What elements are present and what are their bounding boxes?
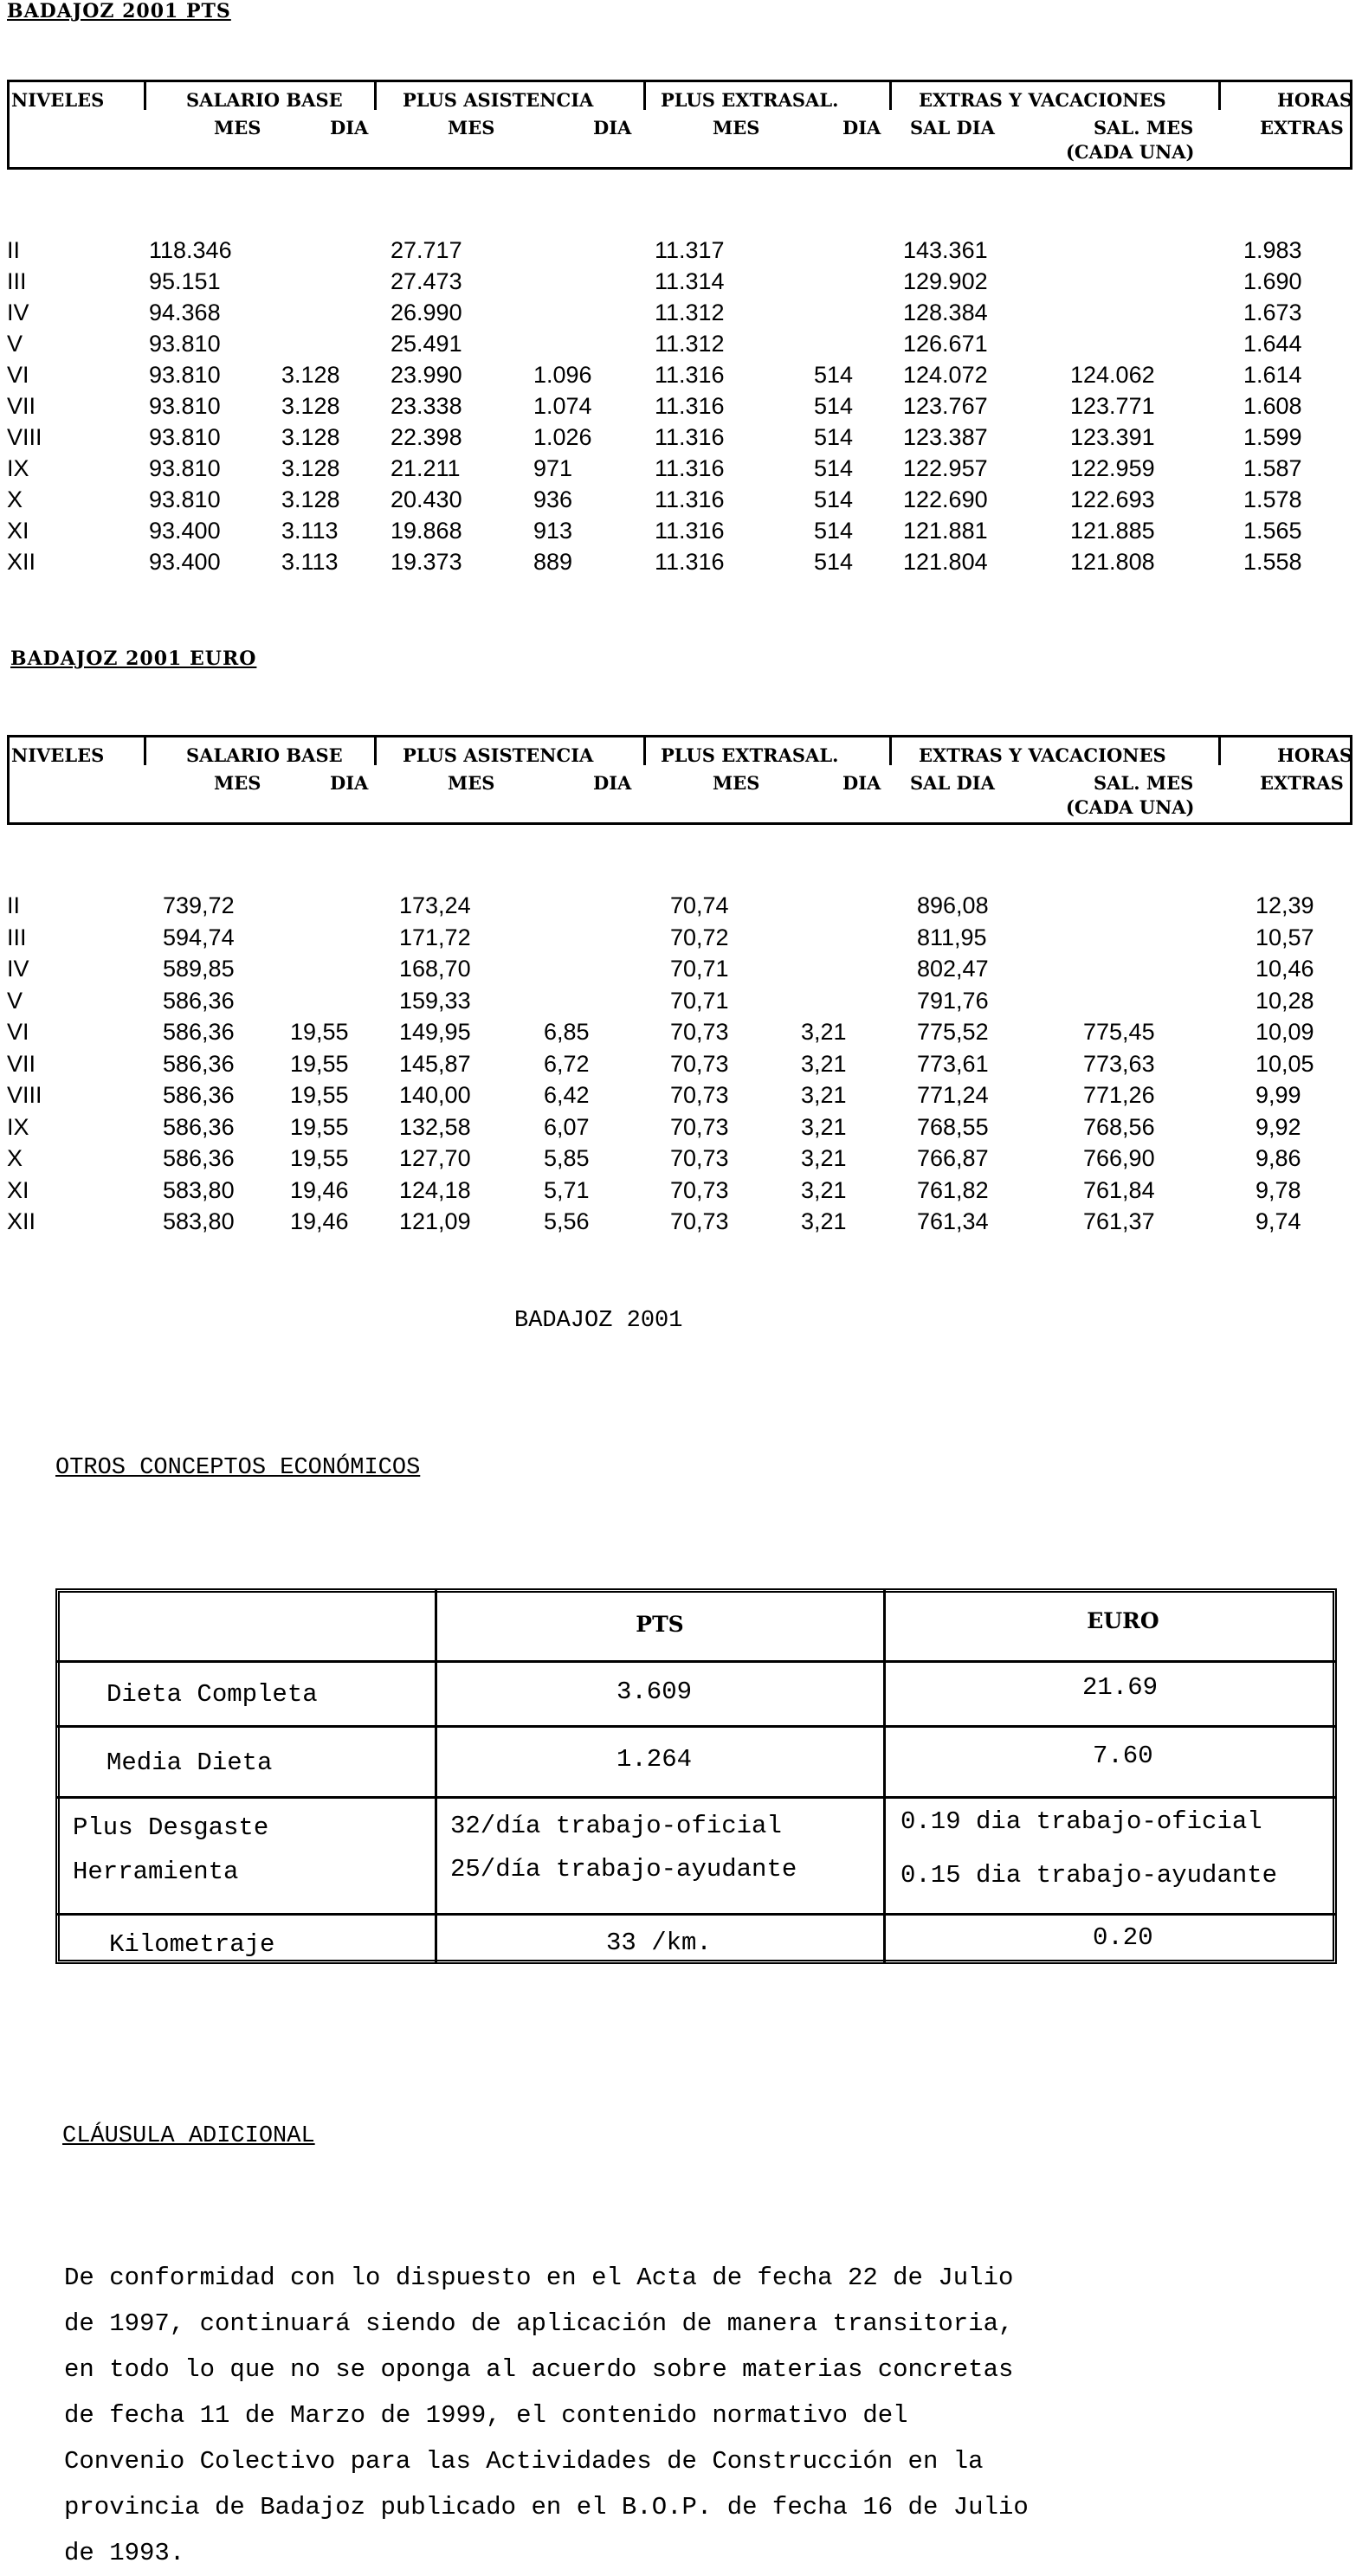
header-horas: HORAS — [1277, 89, 1353, 111]
dieta-completa-label: Dieta Completa — [107, 1680, 318, 1709]
cell-horas-extras: 1.614 — [1243, 362, 1302, 388]
cell-salario-dia: 3.128 — [281, 424, 340, 450]
cell-extrasal-mes: 11.316 — [655, 486, 725, 512]
cell-extras-sal-dia: 143.361 — [903, 237, 988, 263]
cell-asistencia-mes: 140,00 — [399, 1082, 471, 1108]
cell-nivel: XI — [7, 518, 29, 544]
paragraph-line: en todo lo que no se oponga al acuerdo sobre materias concretas — [64, 2355, 1014, 2384]
cell-extrasal-dia: 514 — [814, 486, 854, 512]
cell-asistencia-dia: 889 — [533, 549, 573, 575]
cell-extras-sal-mes: 761,37 — [1083, 1208, 1155, 1234]
header-sub-cada-una: (CADA UNA) — [1066, 141, 1195, 163]
cell-extras-sal-mes: 761,84 — [1083, 1176, 1155, 1203]
header-sub-dia: DIA — [330, 772, 369, 794]
cell-salario-dia: 19,46 — [290, 1208, 349, 1234]
cell-horas-extras: 1.983 — [1243, 237, 1302, 263]
header-divider — [643, 82, 646, 110]
col-header-pts: PTS — [636, 1612, 684, 1637]
header-niveles: NIVELES — [11, 744, 105, 766]
cell-extras-sal-dia: 896,08 — [917, 892, 989, 918]
cell-salario-mes: 93.810 — [149, 331, 221, 357]
cell-salario-mes: 93.810 — [149, 424, 221, 450]
cell-asistencia-mes: 171,72 — [399, 924, 471, 950]
dieta-completa-euro: 21.69 — [1082, 1673, 1159, 1702]
header-sub-mes: MES — [448, 772, 495, 794]
cell-salario-mes: 586,36 — [163, 1082, 235, 1108]
cell-nivel: V — [7, 987, 23, 1014]
cell-horas-extras: 1.587 — [1243, 455, 1302, 481]
cell-extras-sal-dia: 802,47 — [917, 956, 989, 982]
cell-extrasal-mes: 70,73 — [670, 1145, 729, 1171]
cell-horas-extras: 9,92 — [1255, 1113, 1301, 1140]
cell-nivel: VII — [7, 393, 36, 419]
header-divider — [374, 737, 377, 765]
center-title: BADAJOZ 2001 — [514, 1308, 683, 1334]
cell-horas-extras: 1.558 — [1243, 549, 1302, 575]
cell-salario-mes: 739,72 — [163, 892, 235, 918]
cell-salario-mes: 95.151 — [149, 268, 221, 294]
cell-extrasal-mes: 70,73 — [670, 1050, 729, 1077]
cell-salario-mes: 93.810 — [149, 486, 221, 512]
header-divider — [144, 737, 146, 765]
header-salario-base: SALARIO BASE — [186, 744, 343, 766]
cell-extras-sal-dia: 123.767 — [903, 393, 988, 419]
cell-asistencia-dia: 6,07 — [544, 1113, 590, 1140]
header-sub-dia: DIA — [593, 117, 632, 138]
cell-nivel: X — [7, 486, 23, 512]
salary-table-header — [7, 80, 1352, 170]
cell-asistencia-mes: 25.491 — [391, 331, 462, 357]
cell-extras-sal-dia: 773,61 — [917, 1050, 989, 1077]
col-divider — [883, 1588, 886, 1964]
plus-desgaste-pts-2: 25/día trabajo-ayudante — [450, 1855, 797, 1884]
cell-salario-mes: 586,36 — [163, 1113, 235, 1140]
cell-extrasal-dia: 514 — [814, 455, 854, 481]
cell-salario-dia: 3.128 — [281, 393, 340, 419]
cell-salario-mes: 94.368 — [149, 299, 221, 325]
cell-extrasal-mes: 70,73 — [670, 1208, 729, 1234]
section-title: BADAJOZ 2001 PTS — [7, 0, 231, 23]
header-plus-extrasal: PLUS EXTRASAL. — [661, 89, 839, 111]
header-sub-mes: MES — [448, 117, 495, 138]
cell-nivel: VII — [7, 1050, 36, 1077]
cell-extrasal-mes: 70,73 — [670, 1113, 729, 1140]
cell-salario-dia: 19,55 — [290, 1145, 349, 1171]
cell-extras-sal-mes: 123.771 — [1070, 393, 1155, 419]
header-sub-extras: EXTRAS — [1260, 772, 1344, 794]
cell-salario-mes: 586,36 — [163, 1019, 235, 1045]
cell-extrasal-mes: 11.316 — [655, 518, 725, 544]
cell-extras-sal-mes: 122.693 — [1070, 486, 1155, 512]
cell-extras-sal-dia: 811,95 — [917, 924, 987, 950]
cell-salario-dia: 3.128 — [281, 362, 340, 388]
cell-extrasal-mes: 11.316 — [655, 393, 725, 419]
header-divider — [1218, 737, 1221, 765]
cell-extrasal-dia: 514 — [814, 393, 854, 419]
header-plus-asistencia: PLUS ASISTENCIA — [403, 89, 594, 111]
cell-horas-extras: 1.673 — [1243, 299, 1302, 325]
header-plus-asistencia: PLUS ASISTENCIA — [403, 744, 594, 766]
cell-asistencia-mes: 132,58 — [399, 1113, 471, 1140]
header-sub-cada-una: (CADA UNA) — [1066, 796, 1195, 818]
cell-extras-sal-mes: 121.808 — [1070, 549, 1155, 575]
cell-salario-mes: 93.400 — [149, 518, 221, 544]
cell-asistencia-mes: 127,70 — [399, 1145, 471, 1171]
section-title: BADAJOZ 2001 EURO — [10, 647, 257, 670]
header-divider — [889, 737, 892, 765]
header-sub-mes: MES — [713, 772, 760, 794]
plus-desgaste-pts: 32/día trabajo-oficial — [450, 1812, 782, 1840]
clausula-paragraph — [64, 2255, 1190, 2576]
cell-horas-extras: 1.578 — [1243, 486, 1302, 512]
cell-extrasal-dia: 514 — [814, 518, 854, 544]
cell-asistencia-dia: 5,71 — [544, 1176, 590, 1203]
paragraph-line: de fecha 11 de Marzo de 1999, el contenido normativo del — [64, 2401, 908, 2430]
header-divider — [889, 82, 892, 110]
header-extras-vacaciones: EXTRAS Y VACACIONES — [919, 89, 1166, 111]
cell-nivel: VI — [7, 362, 29, 388]
cell-extras-sal-mes: 773,63 — [1083, 1050, 1155, 1077]
header-sub-dia: DIA — [330, 117, 369, 138]
cell-horas-extras: 9,99 — [1255, 1082, 1301, 1108]
cell-salario-mes: 583,80 — [163, 1176, 235, 1203]
cell-asistencia-mes: 149,95 — [399, 1019, 471, 1045]
cell-asistencia-mes: 23.338 — [391, 393, 462, 419]
cell-extras-sal-mes: 121.885 — [1070, 518, 1155, 544]
cell-asistencia-dia: 6,85 — [544, 1019, 590, 1045]
cell-extrasal-mes: 11.316 — [655, 424, 725, 450]
cell-horas-extras: 1.608 — [1243, 393, 1302, 419]
clausula-title: CLÁUSULA ADICIONAL — [62, 2123, 315, 2149]
salary-table-header — [7, 735, 1352, 825]
cell-extrasal-mes: 11.317 — [655, 237, 725, 263]
cell-asistencia-dia: 913 — [533, 518, 573, 544]
kilometraje-label: Kilometraje — [109, 1930, 275, 1959]
cell-salario-mes: 118.346 — [149, 237, 232, 263]
cell-asistencia-mes: 21.211 — [391, 455, 461, 481]
cell-salario-dia: 3.113 — [281, 518, 339, 544]
cell-extras-sal-dia: 761,82 — [917, 1176, 989, 1203]
cell-horas-extras: 9,78 — [1255, 1176, 1301, 1203]
paragraph-line: de 1993. — [64, 2539, 185, 2567]
otros-conceptos-title: OTROS CONCEPTOS ECONÓMICOS — [55, 1455, 421, 1481]
cell-extras-sal-dia: 761,34 — [917, 1208, 989, 1234]
cell-asistencia-mes: 27.717 — [391, 237, 462, 263]
cell-extrasal-mes: 70,71 — [670, 987, 729, 1014]
cell-extras-sal-dia: 775,52 — [917, 1019, 989, 1045]
cell-horas-extras: 1.690 — [1243, 268, 1302, 294]
cell-extrasal-mes: 70,73 — [670, 1176, 729, 1203]
cell-nivel: III — [7, 924, 27, 950]
paragraph-line: provincia de Badajoz publicado en el B.O.P. de fecha 16 de Julio — [64, 2493, 1029, 2521]
header-salario-base: SALARIO BASE — [186, 89, 343, 111]
header-divider — [643, 737, 646, 765]
cell-asistencia-mes: 19.868 — [391, 518, 462, 544]
cell-nivel: II — [7, 892, 21, 918]
header-divider — [374, 82, 377, 110]
cell-salario-mes: 93.400 — [149, 549, 221, 575]
plus-desgaste-euro: 0.19 dia trabajo-oficial — [900, 1807, 1262, 1836]
cell-asistencia-mes: 27.473 — [391, 268, 462, 294]
cell-extras-sal-dia: 121.804 — [903, 549, 988, 575]
cell-extrasal-dia: 3,21 — [801, 1208, 847, 1234]
cell-extrasal-dia: 3,21 — [801, 1050, 847, 1077]
cell-asistencia-mes: 145,87 — [399, 1050, 471, 1077]
cell-salario-dia: 3.128 — [281, 486, 340, 512]
cell-horas-extras: 9,74 — [1255, 1208, 1301, 1234]
plus-desgaste-label: Plus Desgaste — [73, 1813, 269, 1842]
col-header-euro: EURO — [1087, 1608, 1159, 1633]
cell-salario-dia: 3.128 — [281, 455, 340, 481]
cell-asistencia-dia: 5,85 — [544, 1145, 590, 1171]
cell-extras-sal-mes: 123.391 — [1070, 424, 1155, 450]
header-divider — [1218, 82, 1221, 110]
cell-extras-sal-mes: 766,90 — [1083, 1145, 1155, 1171]
cell-extrasal-mes: 70,72 — [670, 924, 729, 950]
cell-asistencia-dia: 6,72 — [544, 1050, 590, 1077]
cell-extras-sal-dia: 122.690 — [903, 486, 988, 512]
cell-asistencia-mes: 19.373 — [391, 549, 462, 575]
cell-horas-extras: 9,86 — [1255, 1145, 1301, 1171]
cell-salario-mes: 93.810 — [149, 455, 221, 481]
cell-asistencia-dia: 6,42 — [544, 1082, 590, 1108]
cell-horas-extras: 10,57 — [1255, 924, 1314, 950]
cell-salario-mes: 594,74 — [163, 924, 235, 950]
cell-asistencia-mes: 124,18 — [399, 1176, 471, 1203]
plus-desgaste-euro-2: 0.15 dia trabajo-ayudante — [900, 1861, 1278, 1890]
cell-extras-sal-dia: 766,87 — [917, 1145, 989, 1171]
cell-salario-mes: 583,80 — [163, 1208, 235, 1234]
cell-salario-mes: 586,36 — [163, 1145, 235, 1171]
cell-extras-sal-dia: 121.881 — [903, 518, 988, 544]
header-sub-mes: MES — [713, 117, 760, 138]
cell-extrasal-dia: 514 — [814, 549, 854, 575]
cell-extrasal-dia: 3,21 — [801, 1145, 847, 1171]
cell-extrasal-dia: 3,21 — [801, 1176, 847, 1203]
cell-horas-extras: 1.599 — [1243, 424, 1302, 450]
header-extras-vacaciones: EXTRAS Y VACACIONES — [919, 744, 1166, 766]
cell-asistencia-mes: 168,70 — [399, 956, 471, 982]
cell-salario-mes: 93.810 — [149, 362, 221, 388]
cell-nivel: V — [7, 331, 23, 357]
kilometraje-pts: 33 /km. — [606, 1929, 712, 1957]
cell-extras-sal-dia: 128.384 — [903, 299, 988, 325]
media-dieta-label: Media Dieta — [107, 1748, 273, 1777]
cell-extras-sal-mes: 122.959 — [1070, 455, 1155, 481]
cell-asistencia-mes: 22.398 — [391, 424, 462, 450]
cell-nivel: X — [7, 1145, 23, 1171]
header-sub-sal-dia: SAL DIA — [910, 117, 995, 138]
cell-horas-extras: 12,39 — [1255, 892, 1314, 918]
header-sub-dia: DIA — [842, 117, 881, 138]
cell-asistencia-mes: 20.430 — [391, 486, 462, 512]
cell-horas-extras: 10,28 — [1255, 987, 1314, 1014]
cell-salario-mes: 589,85 — [163, 956, 235, 982]
row-divider — [55, 1913, 1337, 1916]
header-sub-dia: DIA — [593, 772, 632, 794]
cell-horas-extras: 10,09 — [1255, 1019, 1314, 1045]
paragraph-line: Convenio Colectivo para las Actividades de Construcción en la — [64, 2447, 984, 2476]
cell-salario-dia: 19,55 — [290, 1019, 349, 1045]
paragraph-line: De conformidad con lo dispuesto en el Acta de fecha 22 de Julio — [64, 2264, 1014, 2292]
cell-nivel: III — [7, 268, 27, 294]
col-divider — [435, 1588, 437, 1964]
cell-asistencia-dia: 5,56 — [544, 1208, 590, 1234]
cell-asistencia-mes: 121,09 — [399, 1208, 471, 1234]
cell-extrasal-mes: 70,71 — [670, 956, 729, 982]
cell-nivel: II — [7, 237, 21, 263]
cell-horas-extras: 1.565 — [1243, 518, 1302, 544]
cell-nivel: VIII — [7, 424, 42, 450]
header-sub-mes: MES — [214, 117, 261, 138]
row-divider — [55, 1725, 1337, 1728]
cell-asistencia-mes: 23.990 — [391, 362, 462, 388]
cell-extrasal-mes: 11.316 — [655, 455, 725, 481]
header-horas: HORAS — [1277, 744, 1353, 766]
cell-nivel: XI — [7, 1176, 29, 1203]
cell-extrasal-mes: 70,73 — [670, 1082, 729, 1108]
media-dieta-pts: 1.264 — [616, 1745, 693, 1774]
cell-asistencia-mes: 173,24 — [399, 892, 471, 918]
header-sub-extras: EXTRAS — [1260, 117, 1344, 138]
cell-extras-sal-mes: 124.062 — [1070, 362, 1155, 388]
header-niveles: NIVELES — [11, 89, 105, 111]
cell-extras-sal-dia: 126.671 — [903, 331, 988, 357]
cell-extras-sal-mes: 768,56 — [1083, 1113, 1155, 1140]
kilometraje-euro: 0.20 — [1093, 1923, 1153, 1952]
cell-salario-dia: 19,55 — [290, 1113, 349, 1140]
cell-extrasal-mes: 11.314 — [655, 268, 725, 294]
cell-extrasal-mes: 70,73 — [670, 1019, 729, 1045]
cell-salario-dia: 3.113 — [281, 549, 339, 575]
dieta-completa-pts: 3.609 — [616, 1678, 693, 1706]
cell-extras-sal-mes: 775,45 — [1083, 1019, 1155, 1045]
cell-horas-extras: 10,05 — [1255, 1050, 1314, 1077]
cell-salario-mes: 93.810 — [149, 393, 221, 419]
cell-extrasal-dia: 3,21 — [801, 1113, 847, 1140]
cell-extrasal-mes: 11.316 — [655, 362, 725, 388]
cell-nivel: IV — [7, 956, 29, 982]
paragraph-line: de 1997, continuará siendo de aplicación de manera transitoria, — [64, 2309, 1014, 2338]
cell-salario-dia: 19,55 — [290, 1082, 349, 1108]
cell-nivel: VIII — [7, 1082, 42, 1108]
cell-asistencia-dia: 971 — [533, 455, 573, 481]
cell-horas-extras: 1.644 — [1243, 331, 1302, 357]
cell-nivel: IV — [7, 299, 29, 325]
cell-extrasal-dia: 3,21 — [801, 1019, 847, 1045]
cell-salario-mes: 586,36 — [163, 987, 235, 1014]
header-sub-mes: MES — [214, 772, 261, 794]
plus-desgaste-label-2: Herramienta — [73, 1858, 239, 1886]
header-sub-sal-mes: SAL. MES — [1094, 772, 1194, 794]
header-sub-sal-mes: SAL. MES — [1094, 117, 1194, 138]
cell-extras-sal-dia: 768,55 — [917, 1113, 989, 1140]
cell-asistencia-dia: 936 — [533, 486, 573, 512]
cell-extras-sal-dia: 129.902 — [903, 268, 988, 294]
cell-asistencia-dia: 1.026 — [533, 424, 592, 450]
cell-nivel: VI — [7, 1019, 29, 1045]
media-dieta-euro: 7.60 — [1093, 1742, 1153, 1770]
cell-nivel: IX — [7, 1113, 29, 1140]
cell-salario-dia: 19,55 — [290, 1050, 349, 1077]
header-sub-dia: DIA — [842, 772, 881, 794]
header-sub-sal-dia: SAL DIA — [910, 772, 995, 794]
header-divider — [144, 82, 146, 110]
cell-salario-mes: 586,36 — [163, 1050, 235, 1077]
cell-nivel: IX — [7, 455, 29, 481]
row-divider — [55, 1796, 1337, 1799]
cell-extrasal-mes: 70,74 — [670, 892, 729, 918]
cell-extrasal-mes: 11.316 — [655, 549, 725, 575]
cell-extrasal-mes: 11.312 — [655, 299, 725, 325]
row-divider — [55, 1660, 1337, 1663]
cell-extras-sal-dia: 124.072 — [903, 362, 988, 388]
cell-extrasal-dia: 514 — [814, 424, 854, 450]
cell-asistencia-mes: 159,33 — [399, 987, 471, 1014]
cell-nivel: XII — [7, 549, 36, 575]
cell-extrasal-dia: 514 — [814, 362, 854, 388]
cell-asistencia-dia: 1.096 — [533, 362, 592, 388]
cell-nivel: XII — [7, 1208, 36, 1234]
cell-salario-dia: 19,46 — [290, 1176, 349, 1203]
cell-extras-sal-mes: 771,26 — [1083, 1082, 1155, 1108]
cell-extrasal-mes: 11.312 — [655, 331, 725, 357]
cell-extrasal-dia: 3,21 — [801, 1082, 847, 1108]
header-plus-extrasal: PLUS EXTRASAL. — [661, 744, 839, 766]
cell-asistencia-dia: 1.074 — [533, 393, 592, 419]
cell-extras-sal-dia: 122.957 — [903, 455, 988, 481]
cell-extras-sal-dia: 771,24 — [917, 1082, 989, 1108]
cell-extras-sal-dia: 123.387 — [903, 424, 988, 450]
cell-extras-sal-dia: 791,76 — [917, 987, 989, 1014]
cell-asistencia-mes: 26.990 — [391, 299, 462, 325]
cell-horas-extras: 10,46 — [1255, 956, 1314, 982]
